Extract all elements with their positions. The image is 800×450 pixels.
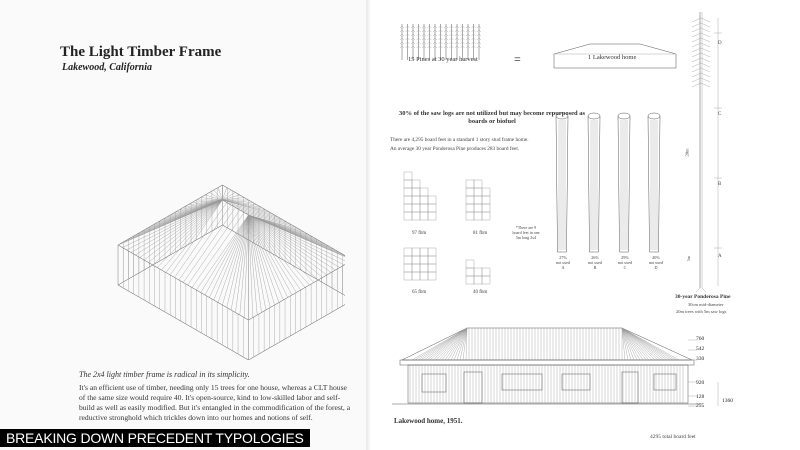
elev-920: 920 <box>696 380 705 386</box>
section-heading: The 2x4 light timber frame is radical in its simplicity. <box>79 370 250 379</box>
log-b-pct: 26% <box>591 255 599 260</box>
log-b-letter: B <box>593 265 597 270</box>
board-feet-line-2: An average 30 year Ponderosa Pine produces 283 board feet. <box>390 146 520 152</box>
elevation-title: Lakewood home, 1951. <box>394 417 463 425</box>
log-d-note: not used <box>648 260 664 265</box>
log-a-caption <box>553 255 573 270</box>
equals-sign: = <box>514 52 521 66</box>
log-a-note: not used <box>555 260 571 265</box>
pines-label: 15 Pines at 30 year harvest <box>408 56 478 63</box>
caption-banner: BREAKING DOWN PRECEDENT TYPOLOGIES <box>0 429 310 447</box>
elev-128: 128 <box>696 394 705 400</box>
log-a-letter: A <box>561 265 565 270</box>
house-elevation-drawing <box>392 322 722 412</box>
pine-segment-d: D <box>718 41 722 46</box>
total-board-feet: 4295 total board feet <box>650 434 696 440</box>
stack-label-3: 65 fbm <box>412 290 427 295</box>
log-b-note: not used <box>587 260 603 265</box>
log-b-caption <box>585 255 605 270</box>
elev-total: 1360 <box>722 398 733 404</box>
log-d-letter: D <box>654 265 658 270</box>
left-page <box>0 0 370 450</box>
pine-title: 30-year Ponderosa Pine <box>675 294 731 300</box>
page-subtitle: Lakewood, California <box>62 62 153 73</box>
right-page <box>370 0 800 450</box>
log-a-pct: 27% <box>559 255 567 260</box>
pine-desc-1: 30cm mid-diameter <box>688 302 724 307</box>
pine-segment-b: B <box>718 182 722 187</box>
log-d-caption <box>646 255 666 270</box>
page-title: The Light Timber Frame <box>60 44 222 60</box>
pine-desc-2: 20m trees with 5m saw logs <box>676 309 727 314</box>
elev-760: 760 <box>696 336 705 342</box>
stack-note: *There are 9 board feet in one 5m long 2x4 <box>512 225 540 240</box>
board-feet-line-1: There are 4,295 board feet in a standard 1 story stud frame home. <box>390 137 529 143</box>
waste-note: 30% of the saw logs are not utilized but may become repurposed as boards or biofuel <box>398 110 586 125</box>
pine-segment-a: A <box>718 254 722 259</box>
elev-542: 542 <box>696 346 705 352</box>
log-c-pct: 29% <box>621 255 629 260</box>
log-c-caption <box>615 255 635 270</box>
home-label: 1 Lakewood home <box>588 54 637 61</box>
saw-logs-drawing <box>550 110 670 260</box>
log-c-note: not used <box>617 260 633 265</box>
stack-label-4: 40 fbm <box>473 290 488 295</box>
stack-label-2: 81 fbm <box>473 231 488 236</box>
stack-label-1: 97 fbm <box>412 231 427 236</box>
body-paragraph: It's an efficient use of timber, needing only 15 trees for one house, whereas a CLT house of the same size would require 40. It's open-source, kind to low-skilled labor and self-build as well as easily modified. But it's entangled in the commodification of the forest, a reductive stronghold which trickles down into our homes and notions of self. <box>79 383 351 422</box>
pine-height-label: 20m <box>684 148 690 157</box>
elev-330: 330 <box>696 356 705 362</box>
log-d-pct: 40% <box>652 255 660 260</box>
log-c-letter: C <box>623 265 627 270</box>
elev-255: 255 <box>696 403 705 409</box>
timber-frame-axonometric <box>55 85 345 360</box>
pine-segment-c: C <box>718 112 722 117</box>
pine-base-label: 5m <box>686 255 692 262</box>
ponderosa-pine-drawing <box>670 8 730 293</box>
